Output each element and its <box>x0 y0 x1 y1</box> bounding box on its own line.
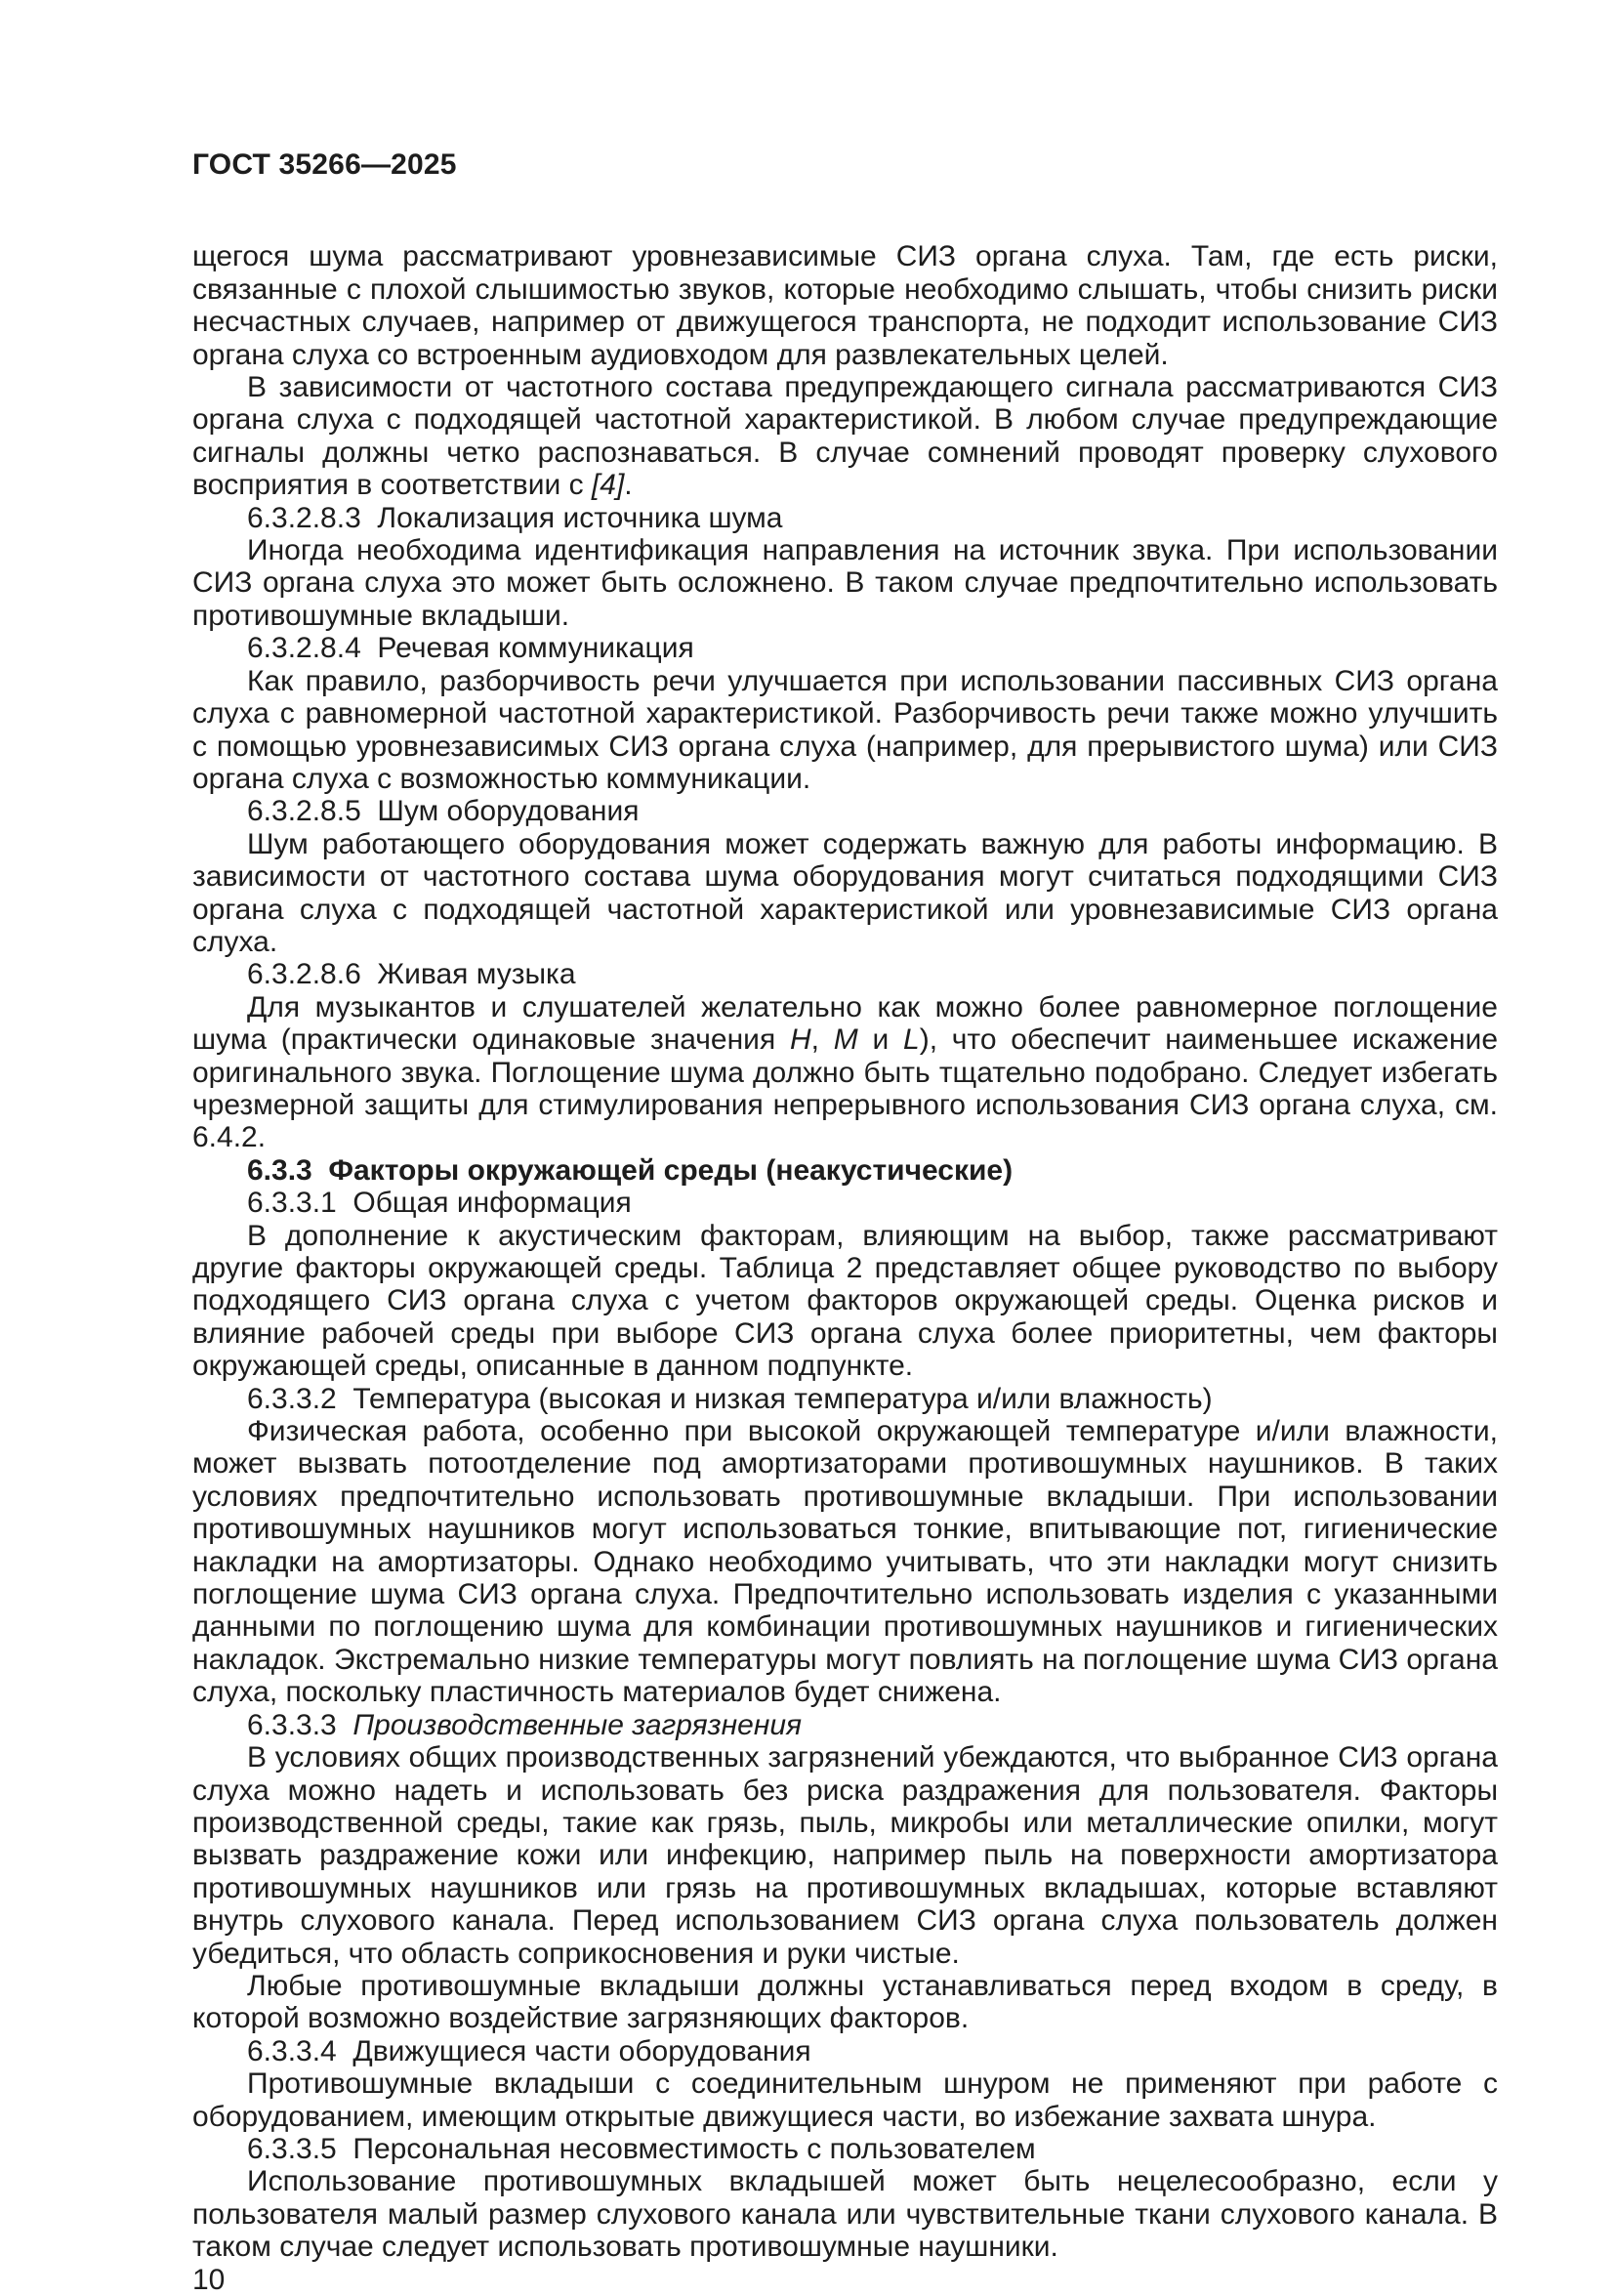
variable-h: H <box>789 1023 811 1057</box>
paragraph-temperature: Физическая работа, особенно при высокой окружающей температуре и/или влажности, может вызвать потоотделение под амортизаторами противошумных наушников. В таких условиях предпочтительно использовать противошумные вкладыши. При использовании противошумных наушников могут использоваться тонкие, впитывающие пот, гигиенические накладки на амортизаторы. Однако необходимо учитывать, что эти накладки могут снизить поглощение шума СИЗ органа слуха. Предпочтительно использовать изделия с указанными данными по поглощению шума для комбинации противошумных наушников и гигиенических накладок. Экстремально низкие температуры могут повлиять на поглощение шума СИЗ органа слуха, поскольку пластичность материалов будет снижена. <box>192 1415 1498 1709</box>
heading-6-3-3-4: 6.3.3.4 Движущиеся части оборудования <box>247 2034 811 2067</box>
paragraph-personal-incompatibility: Использование противошумных вкладышей может быть нецелесообразно, если у пользователя малый размер слухового канала или чувствительные ткани слухового канала. В таком случае следует использовать противошумные наушники. <box>192 2165 1498 2264</box>
paragraph-text: В зависимости от частотного состава предупреждающего сигнала рассматриваются СИЗ органа слуха с подходящей частотной характеристикой. В любом случае предупреждающие сигналы должны четко распознаваться. В случае сомнений проводят проверку слухового восприятия в соответствии с <box>192 371 1498 502</box>
variable-l: L <box>903 1023 920 1057</box>
variable-m: M <box>833 1023 858 1057</box>
heading-title-italic: Производственные загрязнения <box>352 1708 803 1741</box>
page-number: 10 <box>192 2263 226 2296</box>
heading-6-3-3: 6.3.3 Факторы окружающей среды (неакустические) <box>247 1153 1014 1187</box>
paragraph-warning-signals <box>192 371 1498 502</box>
paragraph-equipment-noise: Шум работающего оборудования может содержать важную для работы информацию. В зависимости от частотного состава шума оборудования могут считаться подходящими СИЗ органа слуха с подходящей частотной характеристикой или уровнезависимые СИЗ органа слуха. <box>192 827 1498 958</box>
running-header: ГОСТ 35266—2025 <box>192 148 457 181</box>
heading-6-3-2-8-5: 6.3.2.8.5 Шум оборудования <box>247 795 640 828</box>
paragraph-contamination-2: Любые противошумные вкладыши должны устанавливаться перед входом в среду, в которой возможно воздействие загрязняющих факторов. <box>192 1969 1498 2035</box>
paragraph-contamination: В условиях общих производственных загрязнений убеждаются, что выбранное СИЗ органа слуха можно надеть и использовать без риска раздражения для пользователя. Факторы производственной среды, такие как грязь, пыль, микробы или металлические опилки, могут вызвать раздражение кожи или инфекцию, например пыль на поверхности амортизатора противошумных наушников или грязь на противошумных вкладышах, которые вставляют внутрь слухового канала. Перед использованием СИЗ органа слуха пользователь должен убедиться, что область соприкосновения и руки чистые. <box>192 1741 1498 1970</box>
heading-6-3-3-2: 6.3.3.2 Температура (высокая и низкая температура и/или влажность) <box>247 1382 1213 1415</box>
paragraph-continuation: щегося шума рассматривают уровнезависимые СИЗ органа слуха. Там, где есть риски, связанные с плохой слышимостью звуков, которые необходимо слышать, чтобы снизить риски несчастных случаев, например от движущегося транспорта, не подходит использование СИЗ органа слуха со встроенным аудиовходом для развлекательных целей. <box>192 240 1498 371</box>
paragraph-text: . <box>624 469 633 502</box>
heading-6-3-2-8-3: 6.3.2.8.3 Локализация источника шума <box>247 501 783 534</box>
page-body <box>192 240 1498 2296</box>
paragraph-localization: Иногда необходима идентификация направления на источник звука. При использовании СИЗ органа слуха это может быть осложнено. В таком случае предпочтительно использовать противошумные вкладыши. <box>192 534 1498 632</box>
citation-ref: [4] <box>591 469 625 502</box>
paragraph-text: , <box>810 1023 834 1057</box>
heading-number: 6.3.3.3 <box>247 1708 353 1741</box>
paragraph-speech-communication: Как правило, разборчивость речи улучшается при использовании пассивных СИЗ органа слуха с равномерной частотной характеристикой. Разборчивость речи также можно улучшить с помощью уровнезависимых СИЗ органа слуха (например, для прерывистого шума) или СИЗ органа слуха с возможностью коммуникации. <box>192 664 1498 795</box>
paragraph-text: ), что обеспечит наименьшее искажение оригинального звука. Поглощение шума должно быть тщательно подобрано. Следует избегать чрезмерной защиты для стимулирования непрерывного использования СИЗ органа слуха, см. 6.4.2. <box>192 1023 1499 1154</box>
heading-6-3-2-8-6: 6.3.2.8.6 Живая музыка <box>247 958 576 991</box>
paragraph-text: и <box>857 1023 904 1057</box>
paragraph-live-music <box>192 991 1498 1154</box>
heading-6-3-3-5: 6.3.3.5 Персональная несовместимость с пользователем <box>247 2132 1036 2165</box>
heading-6-3-3-1: 6.3.3.1 Общая информация <box>247 1187 632 1220</box>
heading-6-3-2-8-4: 6.3.2.8.4 Речевая коммуникация <box>247 632 694 665</box>
paragraph-moving-parts: Противошумные вкладыши с соединительным шнуром не применяют при работе с оборудованием, имеющим открытые движущиеся части, во избежание захвата шнура. <box>192 2067 1498 2133</box>
heading-6-3-3-3 <box>192 1709 1498 1741</box>
paragraph-general-info: В дополнение к акустическим факторам, влияющим на выбор, также рассматривают другие факторы окружающей среды. Таблица 2 представляет общее руководство по выбору подходящего СИЗ органа слуха с учетом факторов окружающей среды. Оценка рисков и влияние рабочей среды при выборе СИЗ органа слуха более приоритетны, чем факторы окружающей среды, описанные в данном подпункте. <box>192 1219 1498 1383</box>
paragraph-text: Для музыкантов и слушателей желательно как можно более равномерное поглощение шума (практически одинаковые значения <box>192 990 1498 1057</box>
